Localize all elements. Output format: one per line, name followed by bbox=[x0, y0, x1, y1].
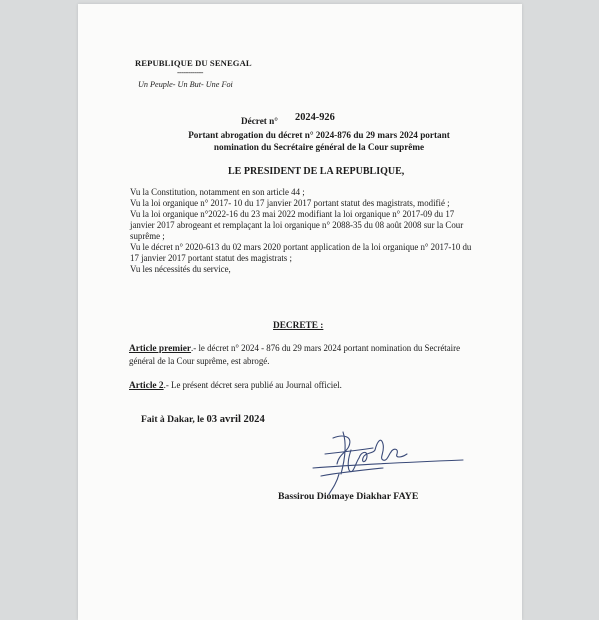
header-separator: ------------ bbox=[177, 68, 203, 77]
decrete-heading: DECRETE : bbox=[273, 321, 324, 331]
visa-line: Vu les nécessités du service, bbox=[130, 264, 231, 274]
visa-line: Vu la loi organique n° 2017- 10 du 17 janvier 2017 portant statut des magistrats, modifié ; bbox=[130, 198, 450, 208]
decree-subject: Portant abrogation du décret n° 2024-876 du 29 mars 2024 portant nomination du Secrétaire général de la Cour suprême bbox=[188, 130, 450, 152]
decree-authority: LE PRESIDENT DE LA REPUBLIQUE, bbox=[228, 166, 405, 177]
closing-line bbox=[141, 414, 265, 425]
visa-line: Vu le décret n° 2020-613 du 02 mars 2020 portant application de la loi organique n° 2017-10 du 17 janvier 2017 portant statut des magistrats ; bbox=[130, 242, 472, 263]
closing-date: 03 avril 2024 bbox=[206, 414, 265, 425]
decree-number: 2024-926 bbox=[295, 112, 335, 123]
decree-page bbox=[78, 4, 522, 620]
article-2-text: .- Le présent décret sera publié au Journal officiel. bbox=[163, 380, 342, 390]
visas-list bbox=[130, 187, 480, 275]
handwritten-signature bbox=[303, 424, 473, 499]
national-motto: Un Peuple- Un But- Une Foi bbox=[138, 80, 233, 89]
article-2-label: Article 2 bbox=[129, 381, 164, 391]
republic-heading: REPUBLIQUE DU SENEGAL bbox=[135, 58, 252, 68]
article-1-label: Article premier bbox=[129, 344, 192, 354]
visa-line: Vu la Constitution, notamment en son article 44 ; bbox=[130, 187, 305, 197]
article-1 bbox=[129, 343, 479, 367]
closing-place: Fait à Dakar, le bbox=[141, 414, 205, 425]
decree-label: Décret n° bbox=[241, 116, 278, 126]
article-2 bbox=[129, 380, 479, 393]
article-1-text: .- le décret n° 2024 - 876 du 29 mars 2024 portant nomination du Secrétaire général de la Cour suprême, est abrogé. bbox=[129, 343, 461, 366]
visa-line: Vu la loi organique n°2022-16 du 23 mai 2022 modifiant la loi organique n° 2017-09 du 17 janvier 2017 abrogeant et remplaçant la loi organique n° 2088-35 du 08 août 2008 sur la Cour suprême ; bbox=[130, 209, 464, 241]
signatory-name: Bassirou Diomaye Diakhar FAYE bbox=[278, 491, 419, 502]
